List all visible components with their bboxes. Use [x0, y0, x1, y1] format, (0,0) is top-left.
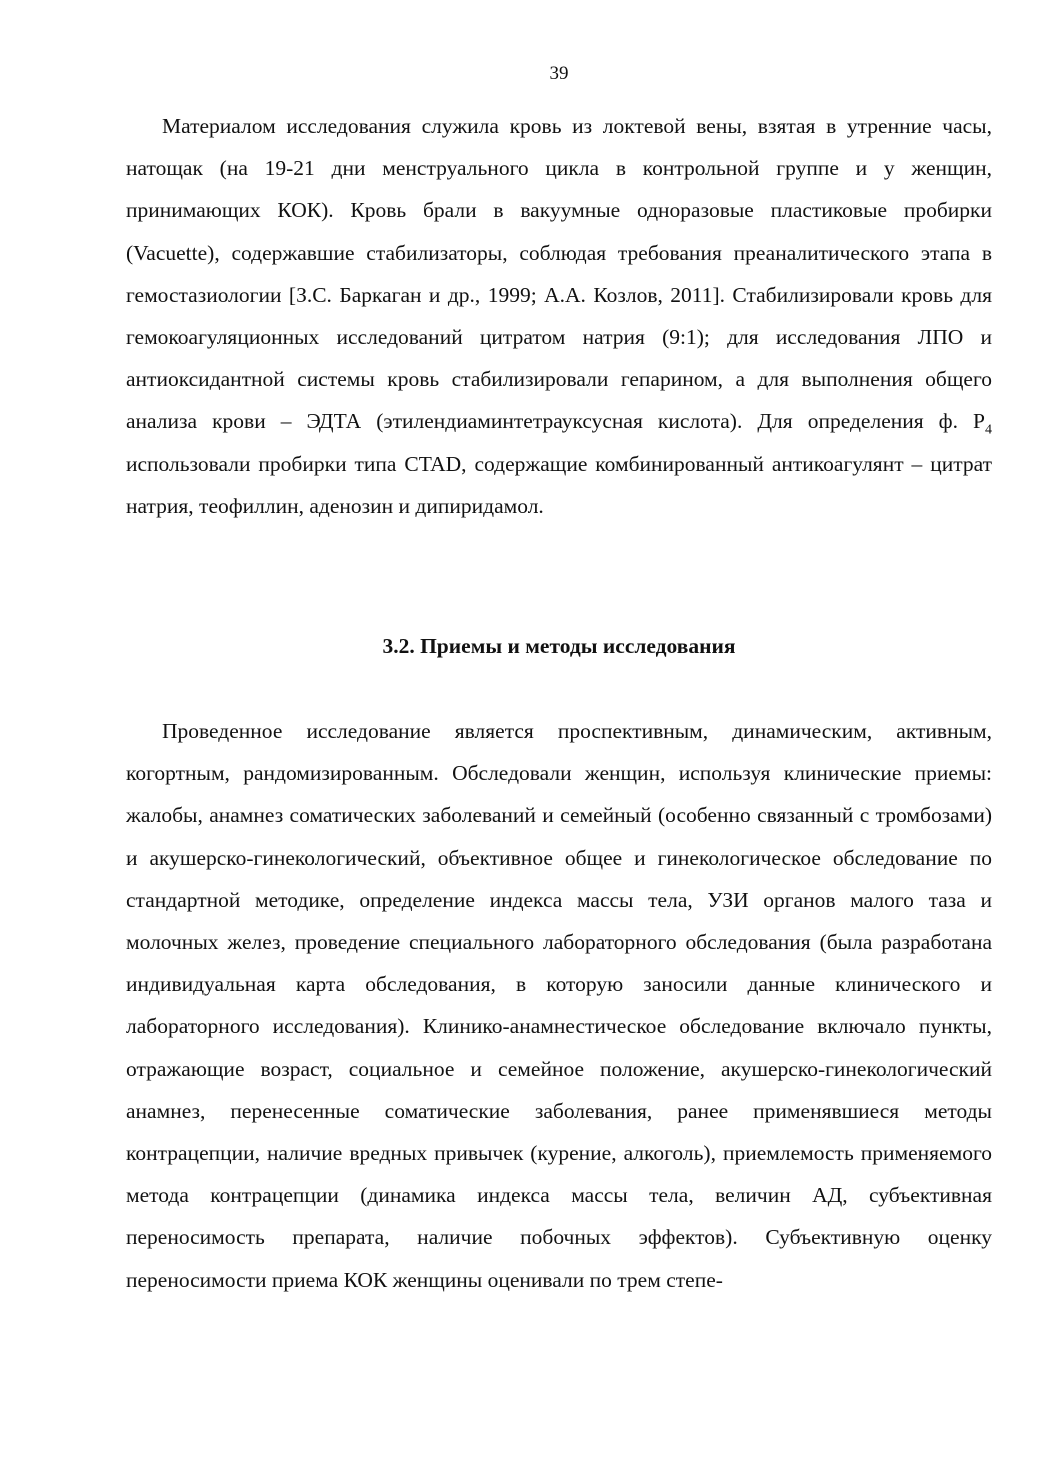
section-heading: 3.2. Приемы и методы исследования — [382, 634, 736, 658]
paragraph-methods — [126, 710, 992, 1301]
paragraph-materials — [126, 105, 992, 527]
paragraph-text — [126, 105, 992, 527]
page-number: 39 — [549, 63, 569, 84]
paragraph-text-part: Материалом исследования служила кровь из локтевой вены, взятая в утренние часы, натощак (на 19-21 дни менструального цикла в контрольной группе и у женщин, принимающих КОК). Кровь брали в вакуумные одноразовые пластиковые пробирки (Vacuette), содержавшие стабилизаторы, соблюдая требования преаналитического этапа в гемостазиологии [З.С. Баркаган и др., 1999; А.А. Козлов, 2011]. Стабилизировали кровь для гемокоагуляционных исследований цитратом натрия (9:1); для исследования ЛПО и антиоксидантной системы кровь стабилизировали гепарином, а для выполнения общего анализа крови – ЭДТА (этилендиаминтетрауксусная кислота). Для определения ф. Р — [126, 114, 992, 434]
paragraph-text: Проведенное исследование является проспективным, динамическим, активным, когортным, рандомизированным. Обследовали женщин, используя клинические приемы: жалобы, анамнез соматических заболеваний и семейный (особенно связанный с тромбозами) и акушерско-гинекологический, объективное общее и гинекологическое обследование по стандартной методике, определение индекса массы тела, УЗИ органов малого таза и молочных желез, проведение специального лабораторного обследования (была разработана индивидуальная карта обследования, в которую заносили данные клинического и лабораторного исследования). Клинико-анамнестическое обследование включало пункты, отражающие возраст, социальное и семейное положение, акушерско-гинекологический анамнез, перенесенные соматические заболевания, ранее применявшиеся методы контрацепции, наличие вредных привычек (курение, алкоголь), приемлемость применяемого метода контрацепции (динамика индекса массы тела, величин АД, субъективная переносимость препарата, наличие побочных эффектов). Субъективную оценку переносимости приема КОК женщины оценивали по трем степе- — [126, 719, 992, 1292]
subscript-text: 4 — [985, 422, 992, 438]
paragraph-text-part: использовали пробирки типа CTAD, содержащие комбинированный антикоагулянт – цитрат натрия, теофиллин, аденозин и дипиридамол. — [126, 451, 992, 518]
